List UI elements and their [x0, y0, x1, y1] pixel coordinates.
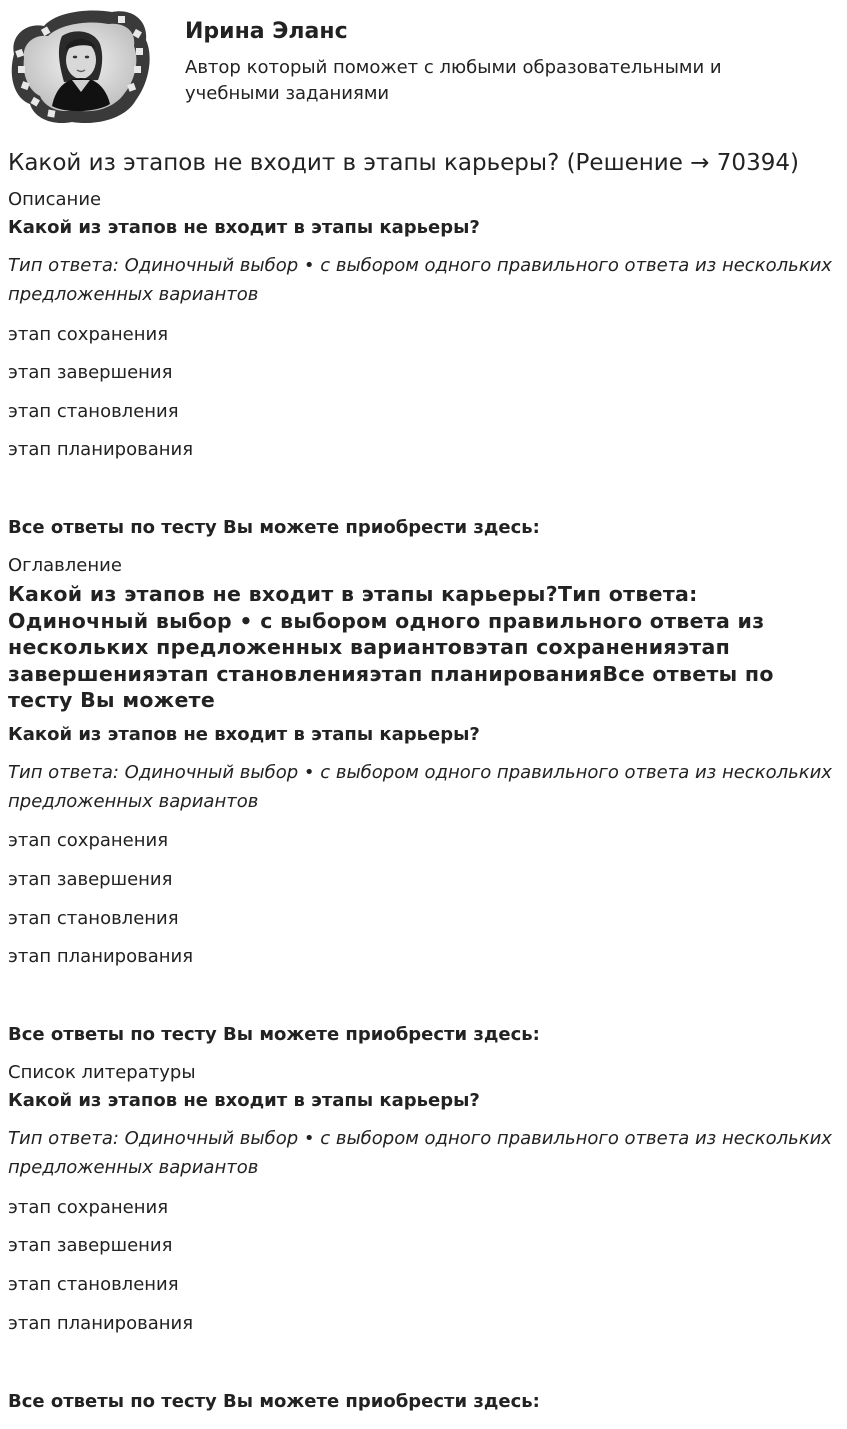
option-item: этап завершения [8, 1235, 173, 1257]
question-text: Какой из этапов не входит в этапы карьеры? [8, 1090, 480, 1112]
options-list [8, 828, 838, 970]
buy-note: Все ответы по тесту Вы можете приобрести здесь: [8, 1390, 540, 1412]
option-item: этап завершения [8, 362, 173, 384]
option-item: этап завершения [8, 869, 173, 891]
option-item: этап становления [8, 907, 179, 929]
section-description [8, 187, 838, 541]
option-item: этап планирования [8, 439, 194, 461]
answer-type: Тип ответа: Одиночный выбор • с выбором одного правильного ответа из нескольких предложенных вариантов [8, 761, 832, 812]
author-avatar-photo [8, 6, 150, 126]
section-toc [8, 553, 838, 1048]
section-label-toc: Оглавление [8, 555, 122, 577]
option-item: этап становления [8, 400, 179, 422]
author-block [8, 6, 838, 128]
answer-type: Тип ответа: Одиночный выбор • с выбором одного правильного ответа из нескольких предложенных вариантов [8, 1128, 832, 1179]
section-bibliography [8, 1060, 838, 1414]
option-item: этап становления [8, 1274, 179, 1296]
option-item: этап сохранения [8, 1196, 169, 1218]
toc-summary: Какой из этапов не входит в этапы карьеры?Тип ответа: Одиночный выбор • с выбором одного правильного ответа из нескольких предложенных вариантовэтап сохраненияэтап завершенияэтап становленияэтап планированияВсе ответы по тесту Вы можете [8, 582, 774, 713]
buy-note: Все ответы по тесту Вы можете приобрести здесь: [8, 517, 540, 539]
option-item: этап сохранения [8, 830, 169, 852]
option-item: этап планирования [8, 1312, 194, 1334]
author-description: Автор который поможет с любыми образовательными и учебными заданиями [185, 57, 722, 104]
author-name[interactable]: Ирина Эланс [185, 19, 348, 44]
content [8, 187, 838, 1415]
option-item: этап планирования [8, 946, 194, 968]
question-text: Какой из этапов не входит в этапы карьеры? [8, 723, 480, 745]
page-title: Какой из этапов не входит в этапы карьеры? (Решение → 70394) [8, 150, 799, 176]
section-label-bibliography: Список литературы [8, 1062, 196, 1084]
buy-note: Все ответы по тесту Вы можете приобрести здесь: [8, 1024, 540, 1046]
options-list [8, 1195, 838, 1337]
option-item: этап сохранения [8, 323, 169, 345]
question-text: Какой из этапов не входит в этапы карьеры? [8, 217, 480, 238]
section-label-description: Описание [8, 189, 102, 210]
answer-type: Тип ответа: Одиночный выбор • с выбором одного правильного ответа из нескольких предложенных вариантов [8, 255, 832, 305]
options-list [8, 322, 838, 464]
